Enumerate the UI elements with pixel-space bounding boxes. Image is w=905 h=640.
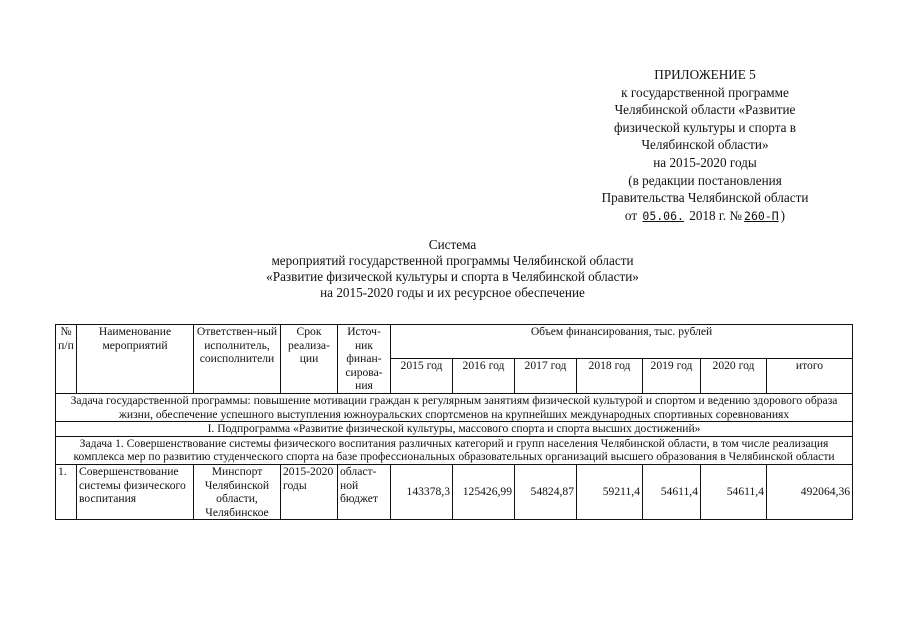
row-value-total: 492064,36 [767,464,853,519]
header-row [56,325,853,359]
title-line: мероприятий государственной программы Челябинской области [271,253,634,268]
number-fill: 260-П [744,208,779,223]
appendix-title: ПРИЛОЖЕНИЕ 5 [654,67,756,82]
table-row [56,464,853,519]
row-value-2016: 125426,99 [453,464,515,519]
appendix-line: физической культуры и спорта в [613,119,797,135]
appendix-line: Правительства Челябинской области [601,190,809,206]
col-header-num: № п/п [56,325,77,394]
appendix-line: (в редакции постановления [628,172,782,188]
goal-text: Задача государственной программы: повышение мотивации граждан к регулярным занятиям физической культурой и спортом и ведению здорового образа жизни, обеспечение успешного выступления южноуральских спортсменов на крупнейших международных спортивных соревнованиях [56,393,853,421]
col-header-year: 2019 год [643,359,701,393]
document-title [200,237,705,301]
appendix-line: Челябинской области» [641,137,769,153]
task-text: Задача 1. Совершенствование системы физического воспитания различных категорий и групп населения Челябинской области, в том числе реализация комплекса мер по развитию студенческого спорта на базе профессиональных образовательных организаций высшего образования в Челябинской области [56,436,853,464]
row-value-2017: 54824,87 [515,464,577,519]
col-header-total: итого [767,359,853,393]
date-prefix: от [624,207,638,223]
col-header-source: Источ-ник финан-сирова-ния [338,325,391,394]
appendix-header [560,66,850,225]
row-executor: Минспорт Челябинской области, Челябинское [194,464,281,519]
appendix-date-line [560,207,850,226]
row-value-2019: 54611,4 [643,464,701,519]
col-header-funding: Объем финансирования, тыс. рублей [391,325,853,359]
appendix-line: на 2015-2020 годы [653,154,757,170]
task-row [56,436,853,464]
date-suffix: 2018 г. № [689,207,743,223]
col-header-year: 2018 год [577,359,643,393]
funding-table [55,324,853,520]
date-fill: 05.06. [642,208,684,223]
col-header-year: 2017 год [515,359,577,393]
title-line: на 2015-2020 годы и их ресурсное обеспечение [320,285,585,300]
col-header-name: Наименование мероприятий [77,325,194,394]
appendix-line: Челябинской области «Развитие [614,102,796,118]
subprogram-text: I. Подпрограмма «Развитие физической культуры, массового спорта и спорта высших достижений» [56,422,853,437]
title-line: Система [428,237,477,252]
goal-row [56,393,853,421]
row-value-2018: 59211,4 [577,464,643,519]
row-num: 1. [56,464,77,519]
row-term: 2015-2020 годы [281,464,338,519]
col-header-year: 2016 год [453,359,515,393]
close-paren: ) [780,207,786,223]
title-line: «Развитие физической культуры и спорта в Челябинской области» [266,269,639,284]
col-header-executor: Ответствен-ный исполнитель, соисполнители [194,325,281,394]
row-value-2020: 54611,4 [701,464,767,519]
subprogram-row [56,422,853,437]
row-source: област-ной бюджет [338,464,391,519]
col-header-year: 2015 год [391,359,453,393]
row-value-2015: 143378,3 [391,464,453,519]
appendix-line: к государственной программе [621,84,789,100]
row-name: Совершенствование системы физического воспитания [77,464,194,519]
col-header-term: Срок реализа-ции [281,325,338,394]
col-header-year: 2020 год [701,359,767,393]
